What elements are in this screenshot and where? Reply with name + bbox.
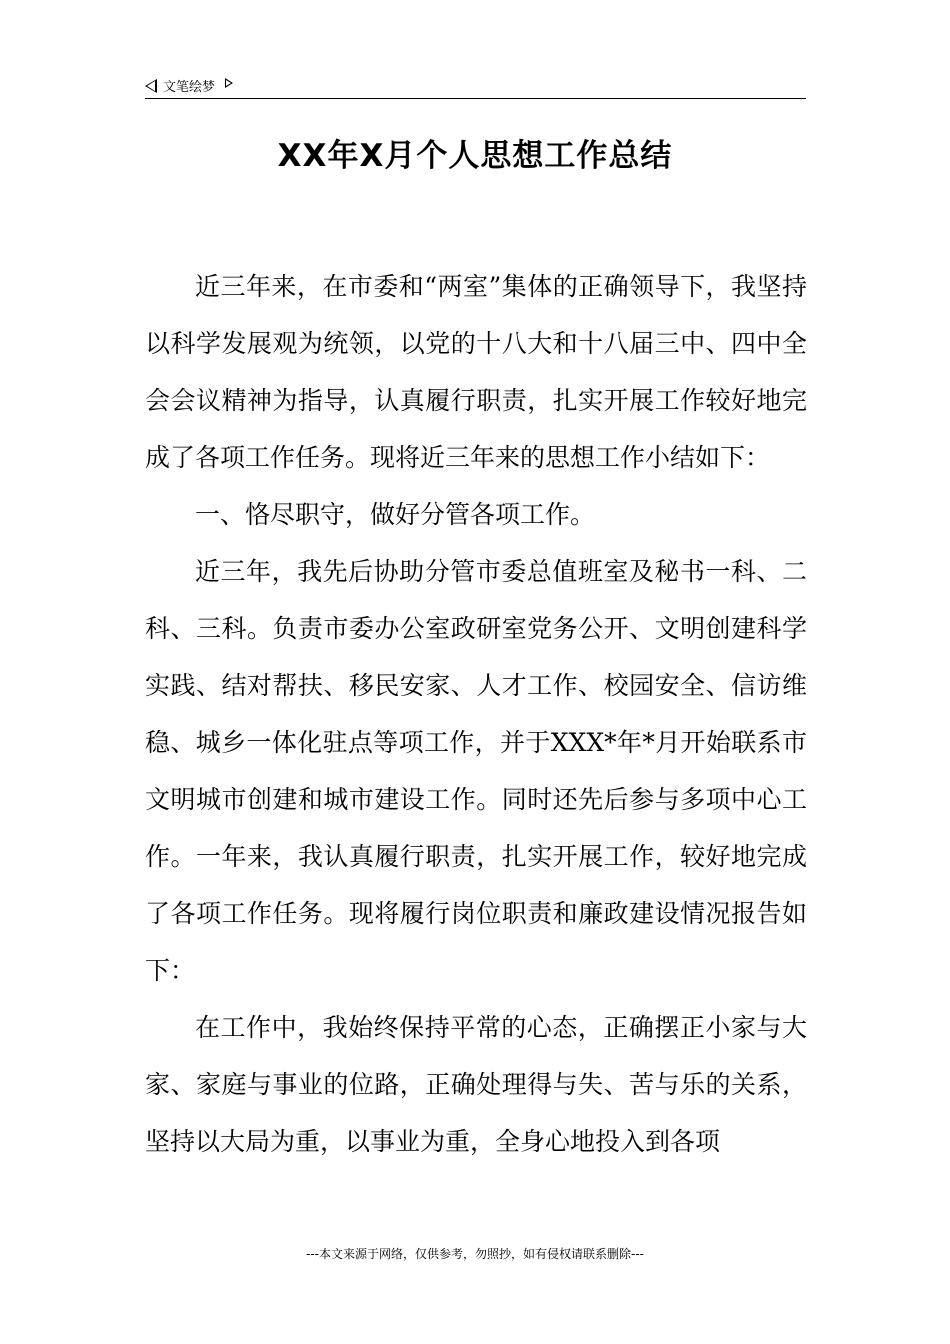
triangle-left-icon: [145, 79, 157, 93]
document-body: [145, 258, 807, 1170]
footer-notice: ---本文来源于网络，仅供参考，勿照抄，如有侵权请联系删除---: [306, 1247, 644, 1261]
paragraph-attitude: 在工作中，我始终保持平常的心态，正确摆正小家与大家、家庭与事业的位路，正确处理得与失、苦与乐的关系，坚持以大局为重，以事业为重，全身心地投入到各项: [145, 1013, 807, 1156]
paragraph-section-heading: 一、恪尽职守，做好分管各项工作。: [195, 500, 596, 529]
header-brand-group: [145, 76, 233, 95]
triangle-right-icon: [225, 78, 233, 88]
paragraph-duties: 近三年，我先后协助分管市委总值班室及秘书一科、二科、三科。负责市委办公室政研室党务公开、文明创建科学实践、结对帮扶、移民安家、人才工作、校园安全、信访维稳、城乡一体化驻点等项工作，并于XXX*年*月开始联系市文明城市创建和城市建设工作。同时还先后参与多项中心工作。一年来，我认真履行职责，扎实开展工作，较好地完成了各项工作任务。现将履行岗位职责和廉政建设情况报告如下：: [145, 557, 807, 985]
page-header: [145, 74, 806, 99]
paragraph-intro: 近三年来，在市委和“两室”集体的正确领导下，我坚持以科学发展观为统领，以党的十八大和十八届三中、四中全会会议精神为指导，认真履行职责，扎实开展工作较好地完成了各项工作任务。现将近三年来的思想工作小结如下：: [145, 272, 807, 472]
document-title: XX年X月个人思想工作总结: [277, 138, 673, 174]
header-brand: 文笔绘梦: [163, 80, 216, 95]
